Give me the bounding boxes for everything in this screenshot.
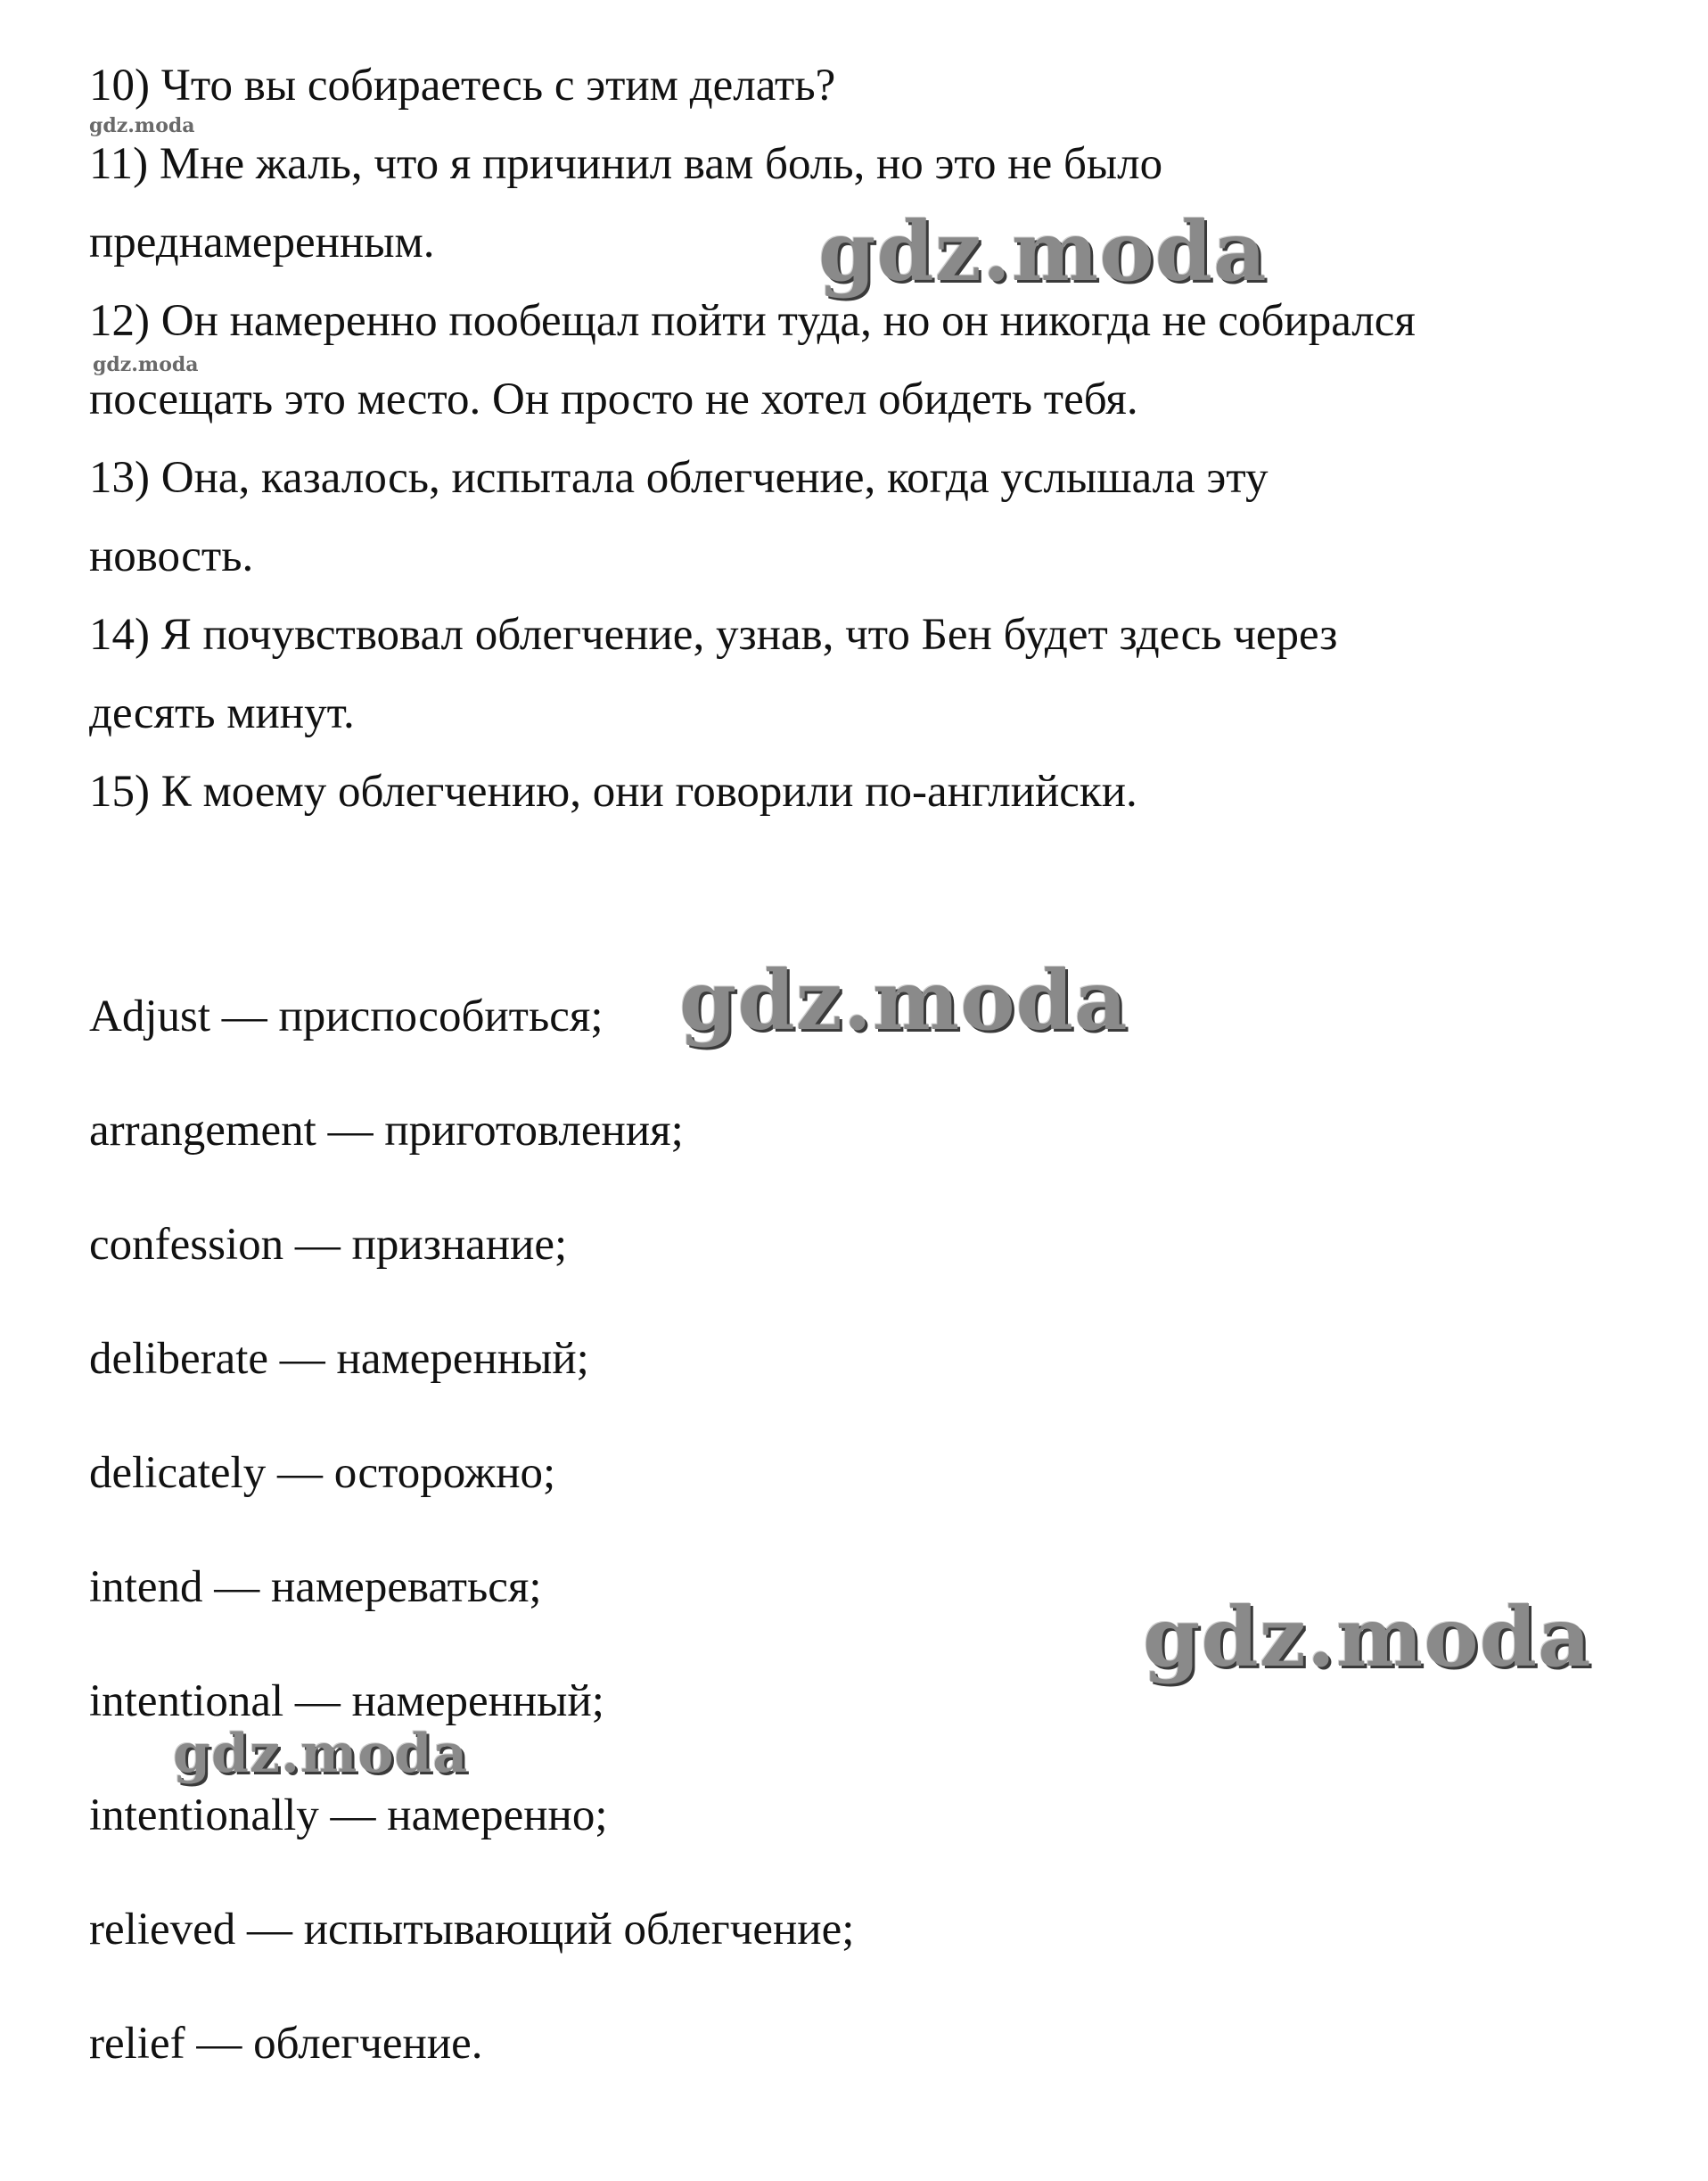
watermark-logo: gdz.moda xyxy=(1143,1589,1592,1685)
vocab-item: intend — намереваться; xyxy=(89,1562,542,1612)
sentence-line: 13) Она, казалось, испытала облегчение, когда услышала эту xyxy=(89,453,1269,503)
vocab-item: delicately — осторожно; xyxy=(89,1448,556,1498)
vocab-item: deliberate — намеренный; xyxy=(89,1334,589,1384)
sentence-line: 15) К моему облегчению, они говорили по-английски. xyxy=(89,767,1137,817)
watermark-logo: gdz.moda xyxy=(679,952,1129,1049)
sentence-line: 14) Я почувствовал облегчение, узнав, что Бен будет здесь через xyxy=(89,610,1338,660)
sentence-line: десять минут. xyxy=(89,688,355,738)
vocab-item: confession — признание; xyxy=(89,1220,568,1270)
vocab-item: Adjust — приспособиться; xyxy=(89,992,604,1041)
sentence-line: посещать это место. Он просто не хотел обидеть тебя. xyxy=(89,374,1138,424)
sentence-line: преднамеренным. xyxy=(89,218,435,267)
sentence-line: 12) Он намеренно пообещал пойти туда, но он никогда не собирался xyxy=(89,296,1416,346)
vocab-item: intentionally — намеренно; xyxy=(89,1790,608,1840)
watermark-logo: gdz.moda xyxy=(173,1723,469,1785)
sentence-line: новость. xyxy=(89,531,254,581)
watermark-logo: gdz.moda xyxy=(89,114,195,137)
vocab-item: relief — облегчение. xyxy=(89,2019,483,2069)
vocab-item: intentional — намеренный; xyxy=(89,1676,604,1726)
sentence-line: 10) Что вы собираетесь с этим делать? xyxy=(89,61,836,111)
vocab-item: relieved — испытывающий облегчение; xyxy=(89,1905,855,1955)
vocab-item: arrangement — приготовления; xyxy=(89,1106,684,1156)
watermark-logo: gdz.moda xyxy=(818,203,1268,300)
sentence-line: 11) Мне жаль, что я причинил вам боль, но это не было xyxy=(89,139,1163,189)
watermark-logo: gdz.moda xyxy=(93,353,199,376)
